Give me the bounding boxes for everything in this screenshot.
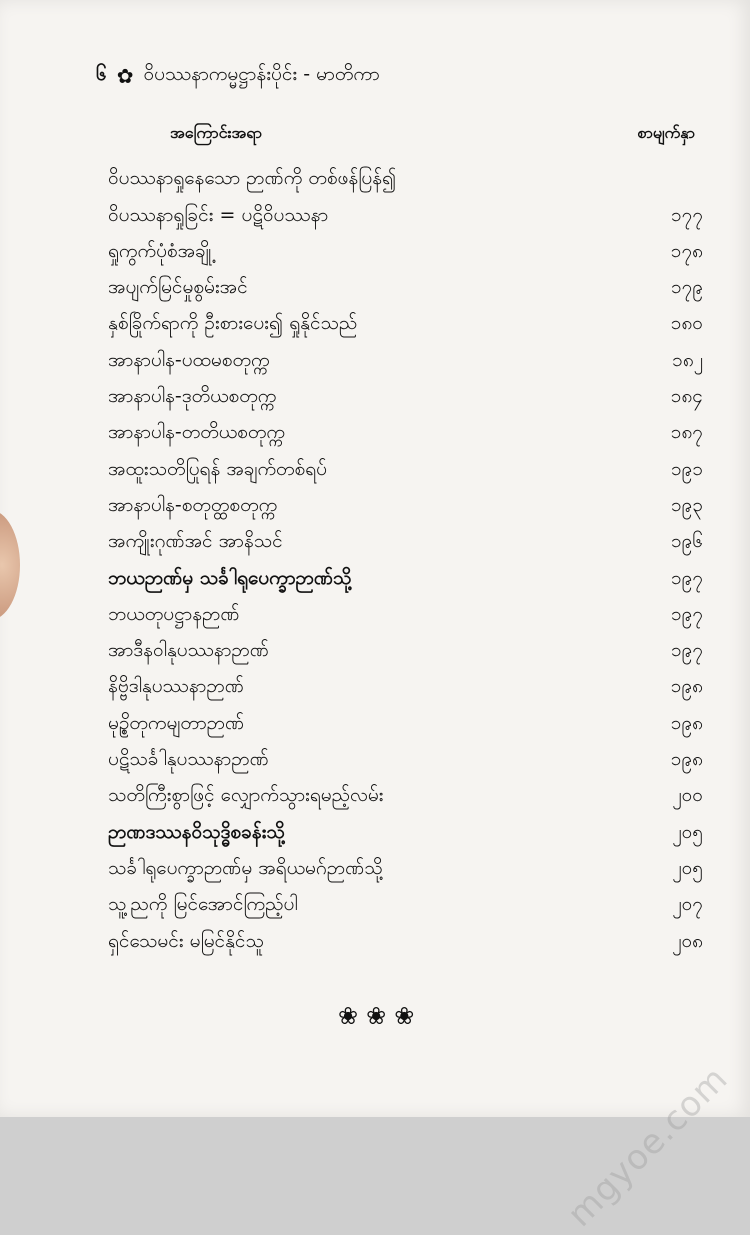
toc-entry-page: ၂၀၈ — [672, 929, 703, 952]
toc-entry-page: ၁၈၄ — [670, 385, 703, 408]
toc-entry-page: ၁၉၇ — [670, 566, 703, 589]
toc-entry-title: ရှုကွက်ပုံစံအချို့ — [108, 239, 212, 262]
flower-icon: ❀ — [338, 1002, 359, 1030]
toc-entry-title: အာနာပါန-ပထမစတုက္က — [108, 348, 270, 371]
page-header — [96, 60, 516, 92]
toc-entry-page: ၂၀၇ — [672, 893, 703, 916]
toc-entry-page: ၁၇၉ — [670, 276, 703, 299]
toc-row — [108, 333, 703, 369]
toc-row — [108, 842, 703, 878]
toc-entry-page: ၁၈၇ — [670, 421, 703, 444]
toc-entry-page: ၁၉၁ — [670, 457, 703, 480]
toc-entry-title: ဝိပဿနာရှုခြင်း = ပဋိဝိပဿနာ — [108, 203, 329, 226]
toc-row — [108, 297, 703, 333]
toc-entry-page: ၁၉၈ — [670, 675, 703, 698]
toc-row — [108, 624, 703, 660]
toc-row — [108, 914, 703, 950]
toc-entry-title: ဉာဏဒဿနဝိသုဒ္ဓိစခန်းသို့ — [108, 820, 285, 843]
toc-entry-title: ဝိပဿနာရှုနေသော ဉာဏ်ကို တစ်ဖန်ပြန်၍ — [108, 167, 397, 190]
toc-entry-title: ရှင်သေမင်း မမြင်နိုင်သူ — [108, 929, 264, 952]
toc-row — [108, 769, 703, 805]
toc-entry-page: ၁၉၇ — [670, 602, 703, 625]
column-heading-page: စာမျက်နှာ — [637, 123, 695, 142]
column-heading-topic: အကြောင်းအရာ — [170, 123, 262, 142]
toc-row — [108, 733, 703, 769]
toc-row — [108, 588, 703, 624]
toc-row — [108, 152, 703, 188]
toc-entry-title: ဘယတုပဋ္ဌာနဉာဏ် — [108, 602, 240, 625]
toc-row — [108, 406, 703, 442]
toc-entry-title: အကျိုးဂုဏ်အင် အာနိသင် — [108, 530, 283, 553]
toc-entry-page: ၂၀၅ — [672, 856, 703, 879]
toc-section-row — [108, 551, 703, 587]
toc-entry-page: ၁၉၈ — [670, 748, 703, 771]
toc-entry-title: အထူးသတိပြုရန် အချက်တစ်ရပ် — [108, 457, 327, 480]
flower-ornament — [338, 1002, 414, 1030]
toc-entry-title: မုဉ္စိတုကမျတာဉာဏ် — [108, 711, 245, 734]
toc-entry-title: အာနာပါန-စတုတ္ထစတုက္က — [108, 493, 278, 516]
table-of-contents — [108, 152, 703, 951]
toc-entry-page: ၂၀၀ — [672, 784, 703, 807]
toc-row — [108, 225, 703, 261]
thumb-edge — [0, 510, 20, 620]
toc-row — [108, 261, 703, 297]
toc-entry-page: ၁၈၂ — [672, 348, 703, 371]
toc-row — [108, 479, 703, 515]
toc-entry-page: ၁၈၀ — [670, 312, 703, 335]
toc-row — [108, 878, 703, 914]
toc-entry-title: နှစ်ခြိုက်ရာကို ဦးစားပေး၍ ရှုနိုင်သည် — [108, 312, 358, 335]
toc-entry-title: အာဒီနဝါနုပဿနာဉာဏ် — [108, 639, 269, 662]
toc-entry-page: ၁၉၃ — [670, 493, 703, 516]
flower-icon: ✿ — [116, 64, 134, 88]
toc-entry-page: ၁၉၇ — [670, 639, 703, 662]
page-title: ဝိပဿနာကမ္မဋ္ဌာန်းပိုင်း - မာတိကာ — [143, 63, 380, 85]
toc-entry-title: သူ့ညကို မြင်အောင်ကြည့်ပါ — [108, 893, 298, 916]
toc-entry-title: ပဋိသင်္ခါနုပဿနာဉာဏ် — [108, 748, 269, 771]
toc-entry-title: သတိကြီးစွာဖြင့် လျှောက်သွားရမည့်လမ်း — [108, 784, 384, 807]
toc-section-row — [108, 805, 703, 841]
flower-icon: ❀ — [394, 1002, 415, 1030]
toc-entry-title: အာနာပါန-တတိယစတုက္က — [108, 421, 285, 444]
toc-entry-page: ၁၇၇ — [670, 203, 703, 226]
toc-row — [108, 188, 703, 224]
toc-entry-page: ၁၇၈ — [670, 239, 703, 262]
toc-row — [108, 515, 703, 551]
watermark: mgyoe.com — [559, 1058, 736, 1235]
toc-row — [108, 442, 703, 478]
toc-row — [108, 370, 703, 406]
toc-entry-page: ၁၉၈ — [670, 711, 703, 734]
toc-entry-title: သင်္ခါရုပေက္ခာဉာဏ်မှ အရိယမဂ်ဉာဏ်သို့ — [108, 856, 383, 879]
page-number: ၆ — [96, 63, 107, 85]
toc-entry-title: အာနာပါန-ဒုတိယစတုက္က — [108, 385, 277, 408]
toc-entry-title: ဘယဉာဏ်မှ သင်္ခါရုပေက္ခာဉာဏ်သို့ — [108, 566, 352, 589]
toc-row — [108, 696, 703, 732]
toc-entry-title: နိဗ္ဗိဒါနုပဿနာဉာဏ် — [108, 675, 244, 698]
toc-row — [108, 660, 703, 696]
toc-entry-title: အပျက်မြင်မှုစွမ်းအင် — [108, 276, 248, 299]
toc-entry-page: ၁၉၆ — [670, 530, 703, 553]
flower-icon: ❀ — [366, 1002, 387, 1030]
toc-entry-page: ၂၀၅ — [672, 820, 703, 843]
